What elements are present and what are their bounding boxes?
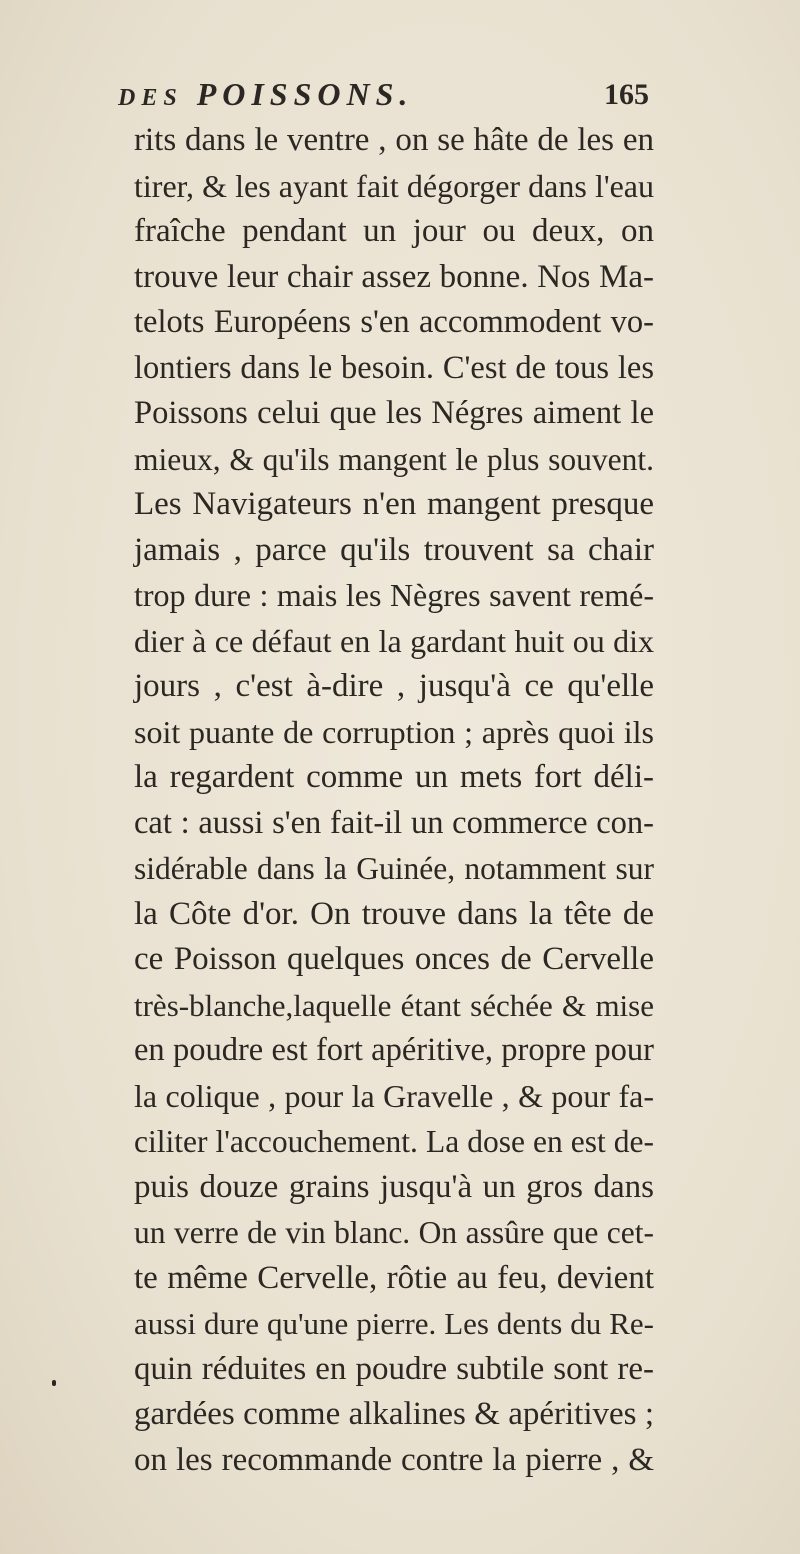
text-line: quin réduites en poudre subtile sont re-	[134, 1350, 654, 1387]
text-line: jours , c'est à-dire , jusqu'à ce qu'elle	[134, 668, 654, 704]
text-line: aussi dure qu'une pierre. Les dents du Re-	[134, 1306, 654, 1341]
text-line: Poissons celui que les Négres aiment le	[134, 395, 654, 431]
body-text	[134, 118, 654, 1483]
text-line: très-blanche,laquelle étant séchée & mise	[134, 987, 654, 1023]
text-line: sidérable dans la Guinée, notamment sur	[134, 851, 654, 886]
text-line: gardées comme alkalines & apéritives ;	[134, 1396, 654, 1432]
text-line: ce Poisson quelques onces de Cervelle	[134, 941, 654, 977]
text-line: la regardent comme un mets fort déli-	[134, 759, 654, 795]
running-title-main: POISSONS.	[196, 76, 414, 112]
ink-speck	[52, 1380, 56, 1386]
text-line: jamais , parce qu'ils trouvent sa chair	[134, 531, 654, 568]
text-line: dier à ce défaut en la gardant huit ou dix	[134, 622, 654, 659]
running-title	[118, 76, 413, 113]
text-line: puis douze grains jusqu'à un gros dans	[134, 1168, 654, 1205]
text-line: trouve leur chair assez bonne. Nos Ma-	[134, 258, 654, 295]
page-header	[118, 70, 649, 118]
text-line: on les recommande contre la pierre , &	[134, 1441, 654, 1478]
text-line: la Côte d'or. On trouve dans la tête de	[134, 895, 654, 932]
text-line: Les Navigateurs n'en mangent presque	[134, 486, 654, 522]
text-line: ciliter l'accouchement. La dose en est de-	[134, 1124, 654, 1159]
text-line: te même Cervelle, rôtie au feu, devient	[134, 1259, 654, 1296]
text-line: mieux, & qu'ils mangent le plus souvent.	[134, 441, 654, 477]
text-line: en poudre est fort apéritive, propre pour	[134, 1032, 654, 1068]
text-line: tirer, & les ayant fait dégorger dans l'eau	[134, 167, 654, 204]
page-number: 165	[604, 78, 649, 111]
text-line: lontiers dans le besoin. C'est de tous les	[134, 349, 654, 386]
running-title-article: DES	[118, 85, 183, 111]
text-line: soit puante de corruption ; après quoi ils	[134, 713, 654, 750]
text-line: un verre de vin blanc. On assûre que cet-	[134, 1215, 654, 1250]
text-line: rits dans le ventre , on se hâte de les en	[134, 122, 654, 158]
text-line: trop dure : mais les Nègres savent remé-	[134, 577, 654, 613]
text-line: telots Européens s'en accommodent vo-	[134, 304, 654, 340]
text-line: cat : aussi s'en fait-il un commerce con-	[134, 804, 654, 841]
text-line: fraîche pendant un jour ou deux, on	[134, 213, 654, 249]
text-line: la colique , pour la Gravelle , & pour fa-	[134, 1077, 654, 1114]
